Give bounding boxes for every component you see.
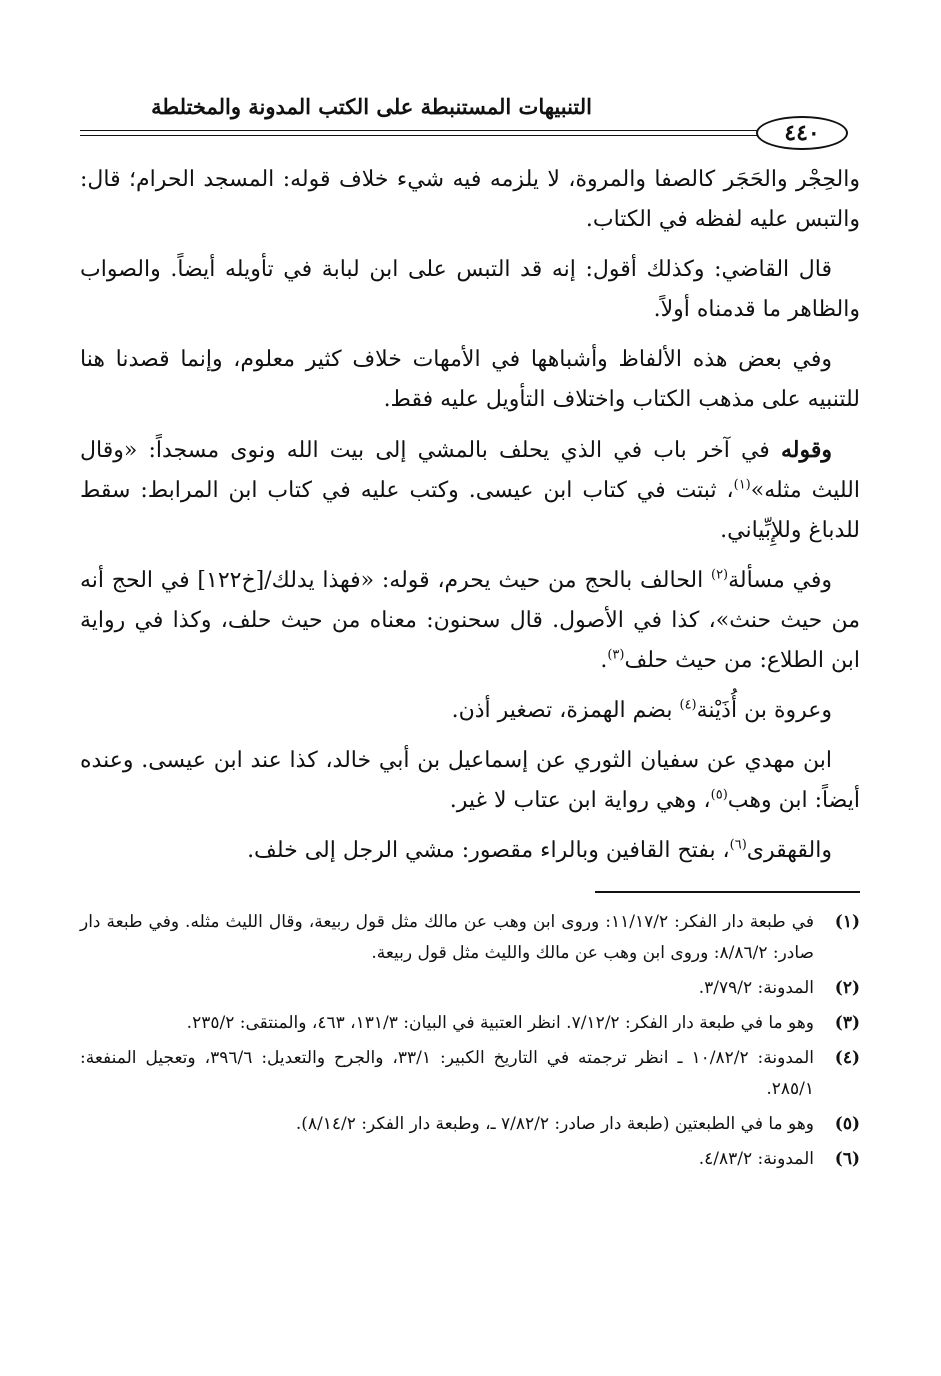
paragraph: وعروة بن أُذَيْنة$^{(٤)}$ بضم الهمزة، تصغير أذن. — [451, 697, 832, 723]
footnote-text: في طبعة دار الفكر: ١١/١٧/٢: وروى ابن وهب عن مالك مثل قول ربيعة، وقال الليث مثله. وفي طبعة دار صادر: ٨/٨٦/٢: وروى ابن وهب عن مالك والليث مثل قول ربيعة. — [80, 912, 814, 963]
footnote-ref: (٥) — [710, 787, 728, 803]
paragraph: قال القاضي: وكذلك أقول: إنه قد التبس على ابن لبابة في تأويله أيضاً. والصواب والظاهر ما قدمناه أولاً. — [80, 257, 860, 322]
footnote-number: (١) — [834, 912, 860, 932]
footnote — [80, 907, 860, 969]
header-rule — [80, 130, 780, 131]
paragraph: وقوله في آخر باب في الذي يحلف بالمشي إلى بيت الله ونوى مسجداً: «وقال الليث مثله»$^{(١)}$، ثبتت في كتاب ابن عيسى. وكتب عليه في كتاب ابن المرابط: سقط للدباغ وللإِبِّياني. — [80, 437, 860, 543]
page-number: ٤٤٠ — [756, 116, 848, 150]
page-number-ornament — [720, 114, 860, 148]
footnote-number: (٤) — [834, 1048, 860, 1068]
footnote — [80, 973, 860, 1004]
footnote-separator — [595, 891, 860, 893]
footnote — [80, 1043, 860, 1105]
paragraph: ابن مهدي عن سفيان الثوري عن إسماعيل بن أبي خالد، كذا عند ابن عيسى. وعنده أيضاً: ابن وهب$^{(٥)}$، وهي رواية ابن عتاب لا غير. — [80, 748, 860, 813]
footnote-ref: (٣) — [607, 647, 625, 663]
footnote-text: المدونة: ٤/٨٣/٢. — [698, 1149, 814, 1169]
page-header — [80, 92, 860, 148]
footnote-text: وهو ما في الطبعتين (طبعة دار صادر: ٧/٨٢/٢ ـ، وطبعة دار الفكر: ٨/١٤/٢). — [295, 1114, 814, 1134]
running-title: التنبيهات المستنبطة على الكتب المدونة والمختلطة — [151, 94, 592, 119]
footnote-text: المدونة: ١٠/٨٢/٢ ـ انظر ترجمته في التاريخ الكبير: ٣٣/١، والجرح والتعديل: ٣٩٦/٦، وتعجيل المنفعة: ٢٨٥/١. — [80, 1048, 814, 1099]
paragraph: والحِجْر والحَجَر كالصفا والمروة، لا يلزمه فيه شيء خلاف قوله: المسجد الحرام؛ قال: والتبس عليه لفظه في الكتاب. — [80, 167, 860, 232]
header-rule-double — [80, 135, 780, 136]
footnote-ref: (٦) — [729, 837, 747, 853]
bold-lead: وقوله — [780, 437, 832, 463]
footnote-text: المدونة: ٣/٧٩/٢. — [698, 978, 814, 998]
main-text — [80, 160, 860, 871]
footnote-number: (٦) — [834, 1149, 860, 1169]
footnote-number: (٥) — [834, 1114, 860, 1134]
footnote — [80, 1109, 860, 1140]
footnote — [80, 1144, 860, 1175]
paragraph: وفي مسألة$^{(٢)}$ الحالف بالحج من حيث يحرم، قوله: «فهذا يدلك/[خ١٢٢] في الحج أنه من حيث حنث»، كذا في الأصول. قال سحنون: معناه من حيث حلف، وكذا في رواية ابن الطلاع: من حيث حلف$^{(٣)}$. — [80, 567, 860, 673]
footnote-number: (٢) — [834, 978, 860, 998]
footnote-ref: (١) — [733, 477, 751, 493]
document-page — [80, 92, 860, 1179]
footnote-number: (٣) — [834, 1013, 860, 1033]
footnote-ref: (٤) — [679, 697, 697, 713]
footnote-ref: (٢) — [710, 567, 729, 583]
paragraph: وفي بعض هذه الألفاظ وأشباهها في الأمهات خلاف كثير معلوم، وإنما قصدنا هنا للتنبيه على مذهب الكتاب واختلاف التأويل عليه فقط. — [80, 347, 860, 412]
footnote — [80, 1008, 860, 1039]
paragraph: والقهقرى$^{(٦)}$، بفتح القافين وبالراء مقصور: مشي الرجل إلى خلف. — [247, 837, 832, 863]
footnotes — [80, 907, 860, 1175]
footnote-text: وهو ما في طبعة دار الفكر: ٧/١٢/٢. انظر العتبية في البيان: ١٣١/٣، ٤٦٣، والمنتقى: ٢٣٥/٢. — [186, 1013, 814, 1033]
